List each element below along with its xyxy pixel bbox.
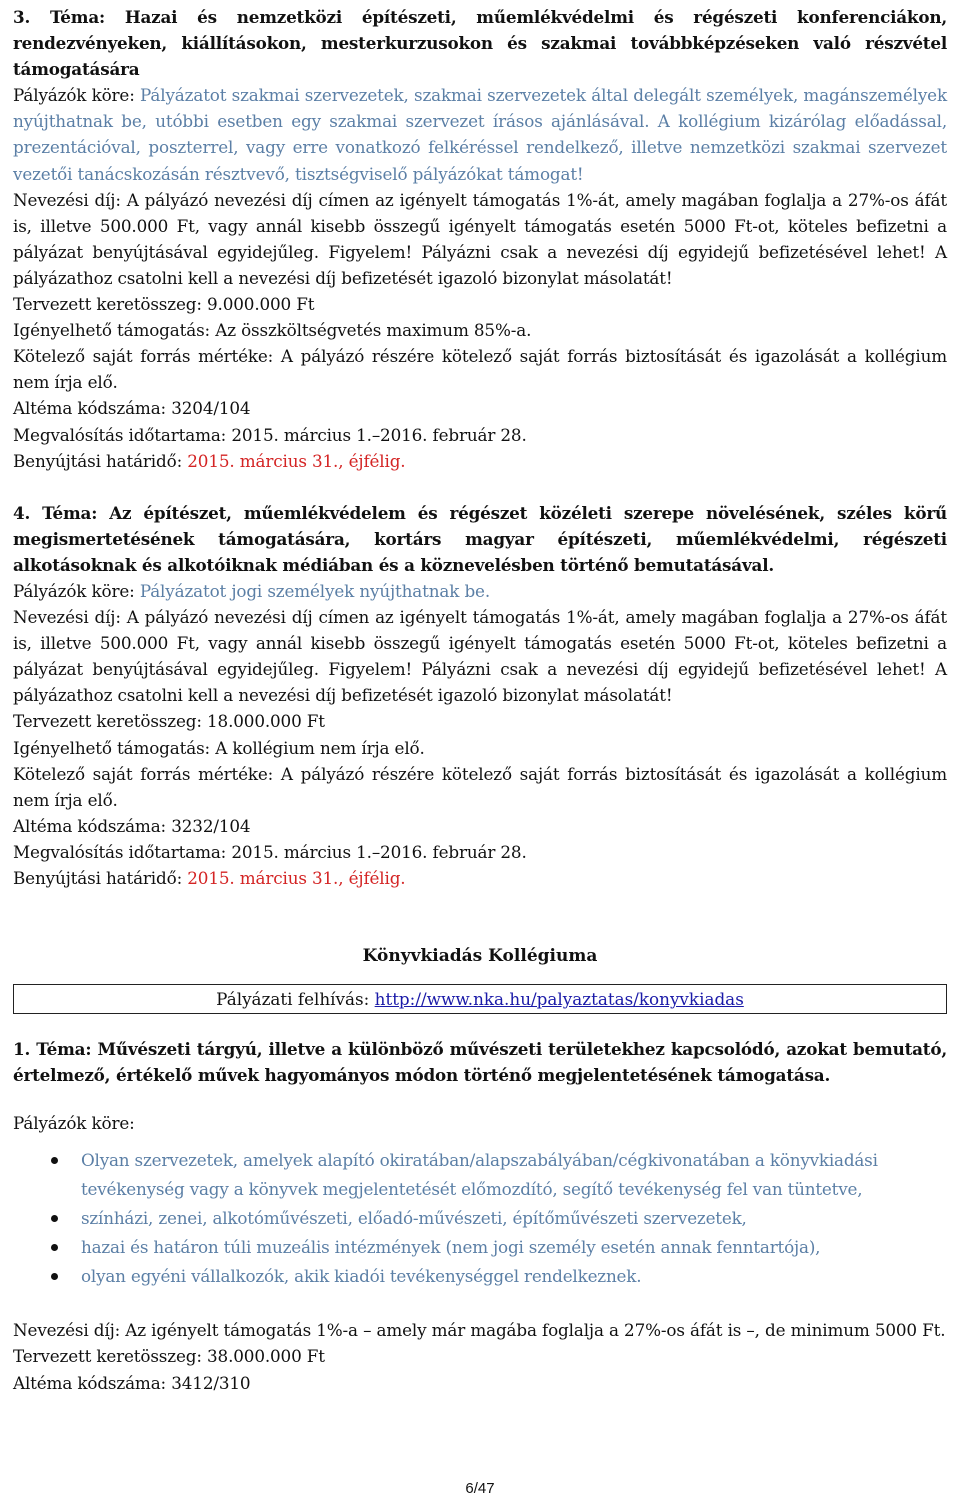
topic-4-code: Altéma kódszáma: 3232/104 [13, 815, 251, 836]
bullet-icon [51, 1244, 58, 1251]
list-item: hazai és határon túli muzeális intézmények (nem jogi személy esetén annak fenntartója), [13, 1233, 947, 1262]
topic-3-deadline [13, 448, 947, 474]
applicants-text: Pályázatot szakmai szervezetek, szakmai szervezetek által delegált személyek, magánszemélyek nyújthatnak be, utóbbi esetben egy szakmai szervezet írásos ajánlásával. A kollégium kizárólag előadással, prezentációval, poszterrel, vagy erre vonatkozó felkéréssel rendelkező, illetve nemzetközi szakmai szervezet vezetői tanácskozásán résztvevő, tisztségviselő pályázókat támogat! [13, 85, 947, 184]
bullet-icon [51, 1273, 58, 1280]
deadline-value: 2015. március 31., éjfélig. [187, 450, 406, 471]
topic-4-fee: Nevezési díj: A pályázó nevezési díj címen az igényelt támogatás 1%-át, amely magában foglalja a 27%-os áfát is, illetve 500.000 Ft, vagy annál kisebb összegű igényelt támogatás esetén 5000 Ft-ot, köteles befizetni a pályázat benyújtásával egyidejűleg. Figyelem! Pályázni csak a nevezési díj egyidejű befizetésével lehet! A pályázathoz csatolni kell a nevezési díj befizetését igazoló bizonylat másolatát! [13, 607, 947, 706]
collegium-title: Könyvkiadás Kollégiuma [362, 946, 598, 967]
topic-4-period: Megvalósítás időtartama: 2015. március 1.–2016. február 28. [13, 841, 527, 862]
applicants-text: Pályázatot jogi személyek nyújthatnak be. [139, 580, 491, 601]
bullet-icon [51, 1157, 58, 1164]
book-topic-1-code: Altéma kódszáma: 3412/310 [13, 1372, 251, 1393]
topic-4-own-source: Kötelező saját forrás mértéke: A pályázó részére kötelező saját forrás biztosítását és igazolását a kollégium nem írja elő. [13, 763, 947, 810]
applicants-label: Pályázók köre: [13, 85, 140, 106]
bullet-icon [51, 1215, 58, 1222]
topic-4-heading: 4. Téma: Az építészet, műemlékvédelem és régészet közéleti szerepe növelésének, széles körű megismertetésének támogatására, kortárs magyar építészeti, műemlékvédelmi, régészeti alkotásoknak és alkotóiknak médiában és a köznevelésben történő bemutatásával. [13, 502, 947, 575]
call-link[interactable]: http://www.nka.hu/palyaztatas/konyvkiadas [374, 989, 744, 1010]
topic-4-deadline [13, 865, 947, 891]
deadline-label: Benyújtási határidő: [13, 450, 188, 471]
page-number: 6/47 [465, 1480, 495, 1497]
topic-3-own-source: Kötelező saját forrás mértéke: A pályázó részére kötelező saját forrás biztosítását és igazolását a kollégium nem írja elő. [13, 346, 947, 393]
document-page [13, 4, 947, 1396]
deadline-label: Benyújtási határidő: [13, 868, 188, 888]
topic-4-applicants [13, 578, 947, 604]
topic-3-period: Megvalósítás időtartama: 2015. március 1.–2016. február 28. [13, 424, 527, 445]
book-topic-1-applicants-label: Pályázók köre: [13, 1113, 135, 1134]
topic-3-support: Igényelhető támogatás: Az összköltségvetés maximum 85%-a. [13, 320, 532, 341]
topic-3-heading: 3. Téma: Hazai és nemzetközi építészeti, műemlékvédelmi és régészeti konferenciákon, rendezvényeken, kiállításokon, mesterkurzusokon és szakmai továbbképzéseken való részvétel támogatására [13, 7, 947, 80]
list-item: olyan egyéni vállalkozók, akik kiadói tevékenységgel rendelkeznek. [13, 1262, 947, 1291]
book-topic-1-fee: Nevezési díj: Az igényelt támogatás 1%-a – amely már magába foglalja a 27%-os áfát is –, de minimum 5000 Ft. [13, 1320, 946, 1341]
topic-4-budget: Tervezett keretösszeg: 18.000.000 Ft [13, 711, 325, 732]
book-topic-1-heading: 1. Téma: Művészeti tárgyú, illetve a különböző művészeti területekhez kapcsolódó, azokat bemutató, értelmező, értékelő művek hagyományos módon történő megjelentetésének támogatása. [13, 1039, 947, 1086]
book-topic-1-budget: Tervezett keretösszeg: 38.000.000 Ft [13, 1346, 325, 1367]
topic-4-support: Igényelhető támogatás: A kollégium nem írja elő. [13, 737, 425, 758]
call-box [13, 984, 947, 1014]
list-item: színházi, zenei, alkotóművészeti, előadó-művészeti, építőművészeti szervezetek, [13, 1204, 947, 1233]
topic-3-applicants [13, 82, 947, 186]
list-item: Olyan szervezetek, amelyek alapító okiratában/alapszabályában/cégkivonatában a könyvkiadási tevékenység vagy a könyvek megjelentetését előmozdító, segítő tevékenység fel van tüntetve, [13, 1146, 947, 1204]
applicants-label: Pályázók köre: [13, 580, 140, 601]
topic-3-fee: Nevezési díj: A pályázó nevezési díj címen az igényelt támogatás 1%-át, amely magában foglalja a 27%-os áfát is, illetve 500.000 Ft, vagy annál kisebb összegű igényelt támogatás esetén 5000 Ft-ot, köteles befizetni a pályázat benyújtásával egyidejűleg. Figyelem! Pályázni csak a nevezési díj egyidejű befizetésével lehet! A pályázathoz csatolni kell a nevezési díj befizetését igazoló bizonylat másolatát! [13, 189, 947, 288]
topic-3-budget: Tervezett keretösszeg: 9.000.000 Ft [13, 294, 315, 315]
call-label: Pályázati felhívás: [216, 989, 375, 1010]
applicants-list [13, 1146, 947, 1291]
deadline-value: 2015. március 31., éjfélig. [187, 868, 406, 888]
topic-3-code: Altéma kódszáma: 3204/104 [13, 398, 251, 419]
